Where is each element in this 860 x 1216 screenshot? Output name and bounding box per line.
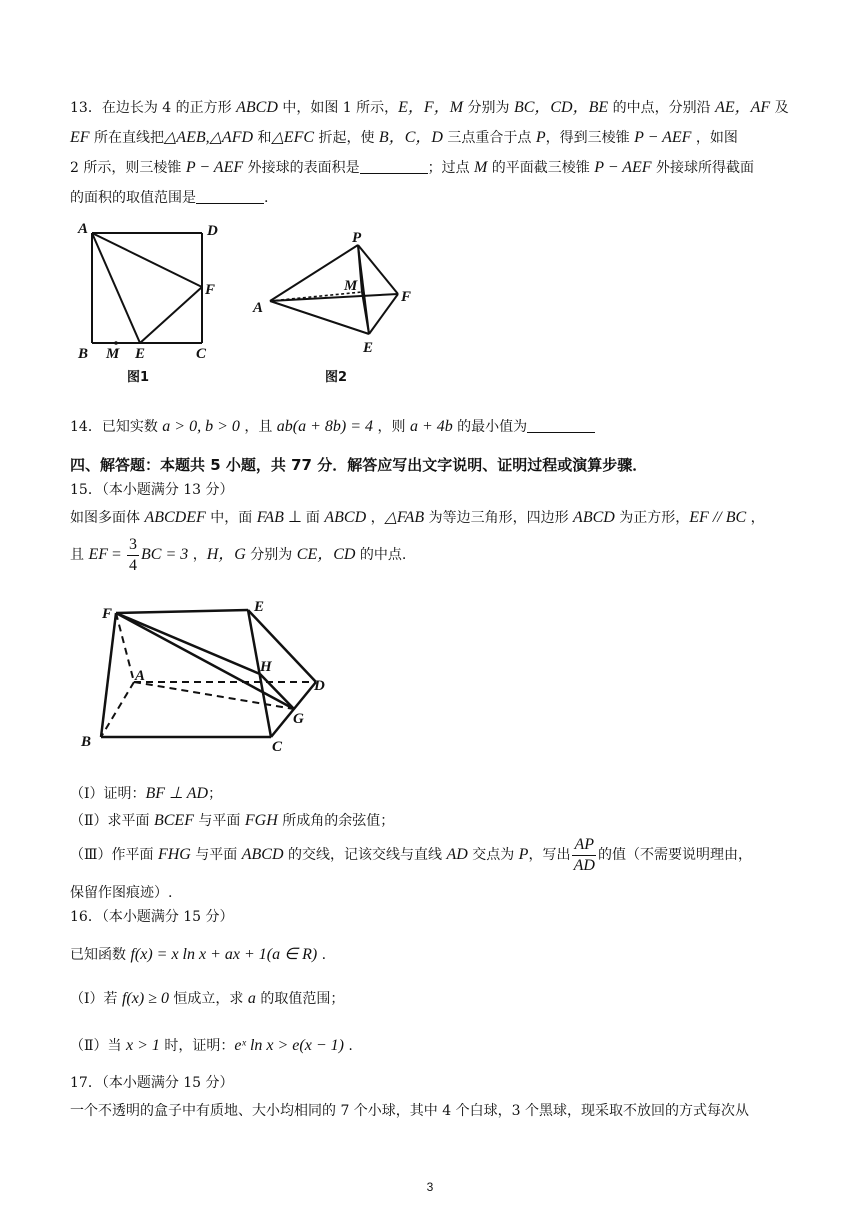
fig1-label-c: C	[196, 346, 207, 362]
fig1-label-b: B	[78, 346, 89, 362]
question-15-part-3-cont: 保留作图痕迹）.	[70, 885, 173, 901]
fig1-edge-af	[92, 233, 202, 287]
fig3-label-a: A	[135, 668, 146, 684]
question-16-part-1: （Ⅰ）若 f(x) ≥ 0 恒成立，求 a 的取值范围；	[70, 990, 345, 1007]
fig3-label-g: G	[293, 711, 304, 727]
fig2-caption: 图2	[325, 370, 348, 385]
question-15-part-3: （Ⅲ）作平面 FHG 与平面 ABCD 的交线，记该交线与直线 AD 交点为 P，写出 $\frac{AP}{AD}$ 的值（不需要说明理由，	[70, 835, 752, 874]
question-15-header: 15．（本小题满分 13 分）	[70, 482, 234, 498]
answer-blank-1[interactable]	[360, 159, 428, 174]
question-15-body: 如图多面体 ABCDEF 中，面 FAB ⊥ 面 ABCD ，△FAB 为等边三角形，四边形 ABCD 为正方形，EF // BC ，	[70, 509, 765, 526]
fig3-label-d: D	[314, 678, 325, 694]
fig2-label-a: A	[253, 300, 264, 316]
question-16-part-2: （Ⅱ）当 x > 1 时，证明：eˣ ln x > e(x − 1) .	[70, 1037, 353, 1054]
fig2-edge-af	[270, 294, 398, 301]
question-17-body: 一个不透明的盒子中有质地、大小均相同的 7 个小球，其中 4 个白球，3 个黑球，现采取不放回的方式每次从	[70, 1103, 749, 1119]
question-16-body: 已知函数 f(x) = x ln x + ax + 1(a ∈ R) .	[70, 946, 327, 963]
q13-number: 13．	[70, 100, 102, 116]
fig1-edge-ae	[92, 233, 140, 343]
answer-blank-2[interactable]	[196, 189, 264, 204]
figure-1	[70, 215, 230, 390]
fraction-ap-ad: $\frac{AP}{AD}$	[573, 835, 595, 874]
page-number: 3	[426, 1180, 434, 1194]
fig1-label-f: F	[205, 282, 216, 298]
fig2-edge-ae	[270, 301, 369, 334]
fig3-label-b: B	[81, 734, 92, 750]
fig3-label-h: H	[260, 659, 272, 675]
answer-blank-3[interactable]	[527, 418, 595, 433]
figure-2	[245, 228, 425, 388]
question-16-header: 16．（本小题满分 15 分）	[70, 909, 234, 925]
fig1-edge-ef	[140, 287, 202, 343]
q14-number: 14．	[70, 419, 102, 435]
fig1-point-m	[114, 341, 118, 345]
fig1-label-m: M	[106, 346, 120, 362]
figure-polyhedron	[70, 592, 350, 757]
fig1-label-a: A	[78, 221, 89, 237]
fig2-label-m: M	[344, 278, 358, 294]
fig3-edge-fh	[116, 613, 260, 674]
question-17-header: 17．（本小题满分 15 分）	[70, 1075, 234, 1091]
fig3-hidden-fa	[116, 613, 134, 682]
section-4-heading: 四、解答题：本题共 5 小题，共 77 分．解答应写出文字说明、证明过程或演算步骤．	[70, 456, 648, 474]
fraction-three-quarters: $\frac{3}{4}$	[129, 535, 138, 574]
fig1-label-d: D	[207, 223, 218, 239]
question-13: 13．在边长为 4 的正方形 ABCD 中，如图 1 所示，E，F，M 分别为 BC，CD，BE 的中点，分别沿 AE，AF 及 EF 所在直线把△AEB,△AFD 和△EFC 折起，使 B，C，D 三点重合于点 P，得到三棱锥 P − AEF ，如图 2 所示，则三棱锥 P − AEF 外接球的表面积是 ；过点 M 的平面截三棱锥 P − AEF 外接球所得截面 的面积的取值范围是 .	[70, 99, 789, 206]
fig3-label-f: F	[102, 606, 113, 622]
fig3-label-c: C	[272, 739, 283, 755]
question-15-body-line2: 且 EF = $\frac{3}{4}$ BC = 3 ，H，G 分别为 CE，CD 的中点.	[70, 535, 407, 574]
question-15-part-2: （Ⅱ）求平面 BCEF 与平面 FGH 所成角的余弦值；	[70, 812, 395, 829]
fig3-edge-fb	[101, 613, 116, 737]
question-14: 14．已知实数 a > 0, b > 0 ，且 ab(a + 8b) = 4 ，则 a + 4b 的最小值为	[70, 412, 794, 442]
fig2-label-f: F	[401, 289, 412, 305]
fig3-edge-fe	[116, 610, 248, 613]
fig2-label-e: E	[363, 340, 374, 356]
fig1-caption: 图1	[127, 370, 150, 385]
fig1-label-e: E	[135, 346, 146, 362]
fig3-label-e: E	[254, 599, 265, 615]
question-15-part-1: （Ⅰ）证明：BF ⊥ AD；	[70, 785, 223, 802]
fig2-label-p: P	[352, 230, 362, 246]
fig2-edge-ef	[369, 294, 398, 334]
